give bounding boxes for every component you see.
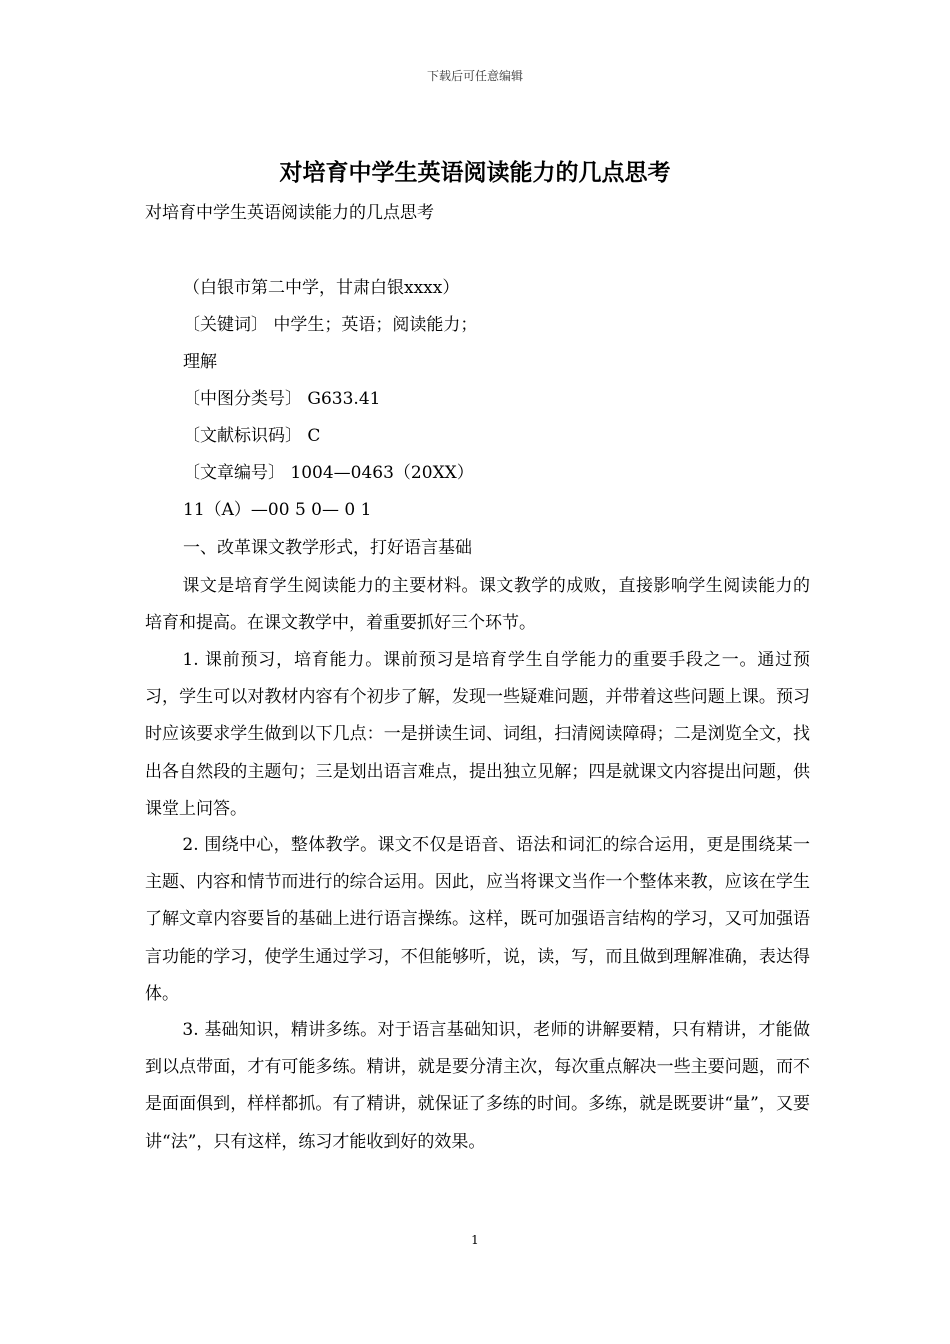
- page-header-note: 下载后可任意编辑: [426, 69, 523, 83]
- keywords-continuation: 理解: [183, 352, 217, 372]
- document-subtitle: 对培育中学生英语阅读能力的几点思考: [145, 203, 434, 223]
- article-number-continuation: 11（A）—00 5 0— 0 1: [183, 500, 372, 520]
- body-paragraph: 课文是培育学生阅读能力的主要材料。课文教学的成败，直接影响学生阅读能力的培育和提高。在课文教学中，着重要抓好三个环节。: [145, 576, 810, 634]
- page-number: 1: [471, 1233, 479, 1247]
- document-code: 〔文献标识码〕 C: [183, 426, 321, 446]
- author-affiliation: （白银市第二中学，甘肃白银xxxx）: [183, 278, 460, 298]
- keywords-line: 〔关键词〕 中学生；英语；阅读能力；: [183, 315, 478, 335]
- document-title: 对培育中学生英语阅读能力的几点思考: [279, 160, 671, 186]
- body-paragraph: 2. 围绕中心，整体教学。课文不仅是语音、语法和词汇的综合运用，更是围绕某一主题、内容和情节而进行的综合运用。因此，应当将课文当作一个整体来教，应该在学生了解文章内容要旨的基础上进行语言操练。这样，既可加强语言结构的学习，又可加强语言功能的学习，使学生通过学习，不但能够听，说，读，写，而且做到理解准确，表达得体。: [145, 835, 810, 1004]
- body-paragraph: 3. 基础知识，精讲多练。对于语言基础知识，老师的讲解要精，只有精讲，才能做到以点带面，才有可能多练。精讲，就是要分清主次，每次重点解决一些主要问题，而不是面面俱到，样样都抓。有了精讲，就保证了多练的时间。多练，就是既要讲“量”，又要讲“法”，只有这样，练习才能收到好的效果。: [145, 1020, 810, 1152]
- section-heading: 一、改革课文教学形式，打好语言基础: [183, 538, 472, 558]
- classification-number: 〔中图分类号〕 G633.41: [183, 389, 381, 409]
- body-paragraph: 1. 课前预习，培育能力。课前预习是培育学生自学能力的重要手段之一。通过预习，学生可以对教材内容有个初步了解，发现一些疑难问题，并带着这些问题上课。预习时应该要求学生做到以下几点：一是拼读生词、词组，扫清阅读障碍；二是浏览全文，找出各自然段的主题句；三是划出语言难点，提出独立见解；四是就课文内容提出问题，供课堂上问答。: [145, 650, 810, 819]
- article-number: 〔文章编号〕 1004—0463（20XX）: [183, 463, 474, 483]
